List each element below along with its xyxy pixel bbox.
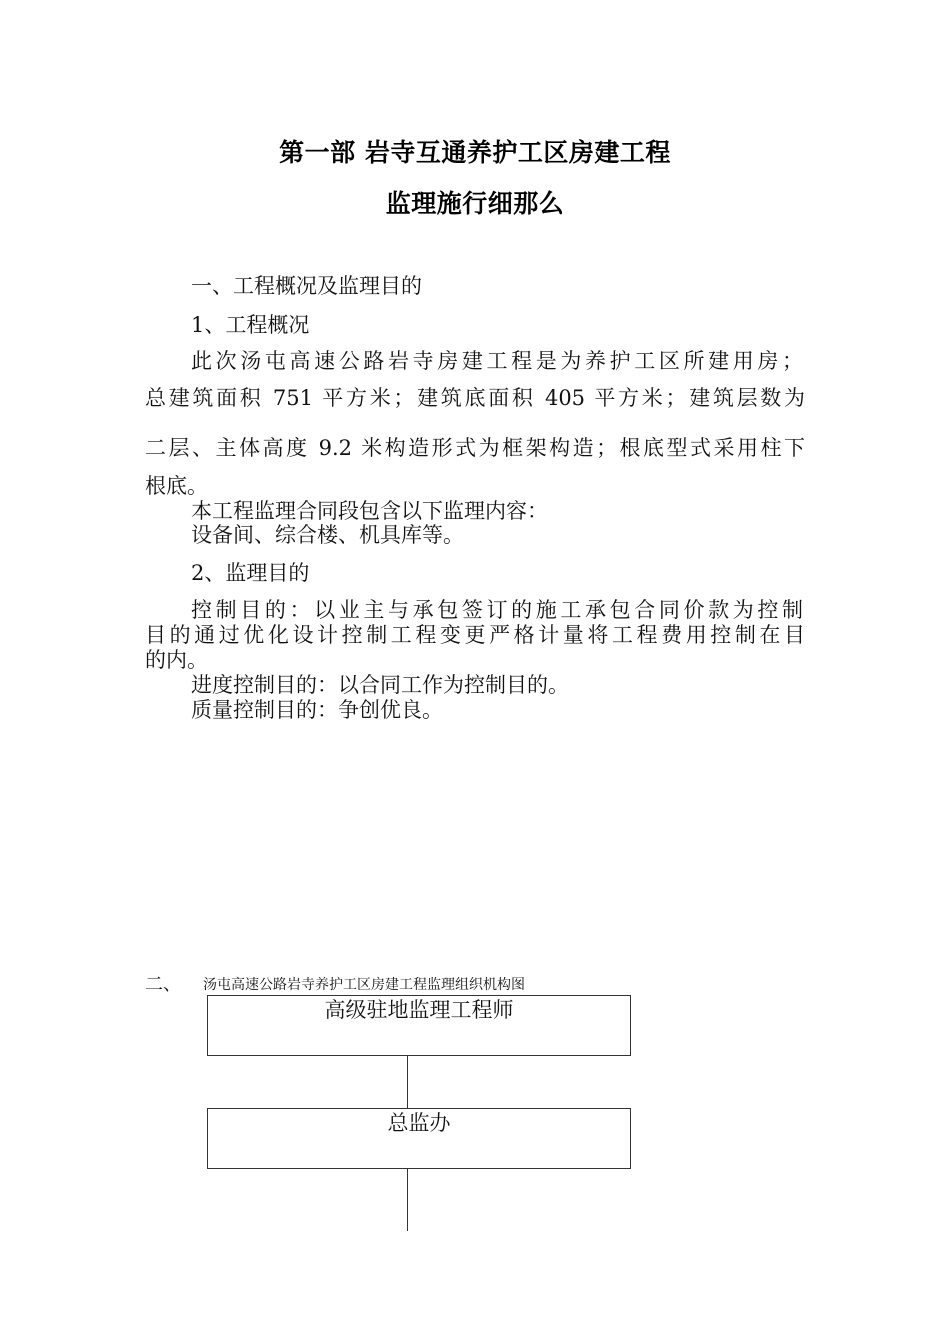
overview-paragraph-line-3: 二层、主体高度 9.2 米构造形式为框架构造；根底型式采用柱下 [145, 436, 805, 460]
cost-control-line-1: 控制目的：以业主与承包签订的施工承包合同价款为控制 [191, 598, 803, 622]
org-connector-line [407, 1056, 408, 1108]
cost-control-line-2: 目的通过优化设计控制工程变更严格计量将工程费用控制在目 [145, 623, 805, 647]
cost-control-line-3: 的内。 [145, 648, 208, 672]
org-box-chief-supervision-office [207, 1108, 631, 1169]
quality-control-paragraph: 质量控制目的：争创优良。 [191, 698, 443, 722]
org-chart-caption: 汤屯高速公路岩寺养护工区房建工程监理组织机构图 [203, 977, 525, 993]
section-2-number: 二、 [145, 974, 181, 995]
scope-paragraph-line-2: 设备间、综合楼、机具库等。 [191, 523, 464, 547]
overview-paragraph-line-2: 总建筑面积 751 平方米；建筑底面积 405 平方米；建筑层数为 [145, 386, 805, 410]
subsection-2-heading: 2、监理目的 [191, 561, 310, 585]
subsection-1-heading: 1、工程概况 [191, 313, 310, 337]
schedule-control-paragraph: 进度控制目的：以合同工作为控制目的。 [191, 673, 569, 697]
section-1-heading: 一、工程概况及监理目的 [191, 274, 422, 298]
scope-paragraph-line-1: 本工程监理合同段包含以下监理内容： [191, 499, 548, 523]
org-box-label: 高级驻地监理工程师 [324, 998, 514, 1022]
document-title-line-1: 第一部 岩寺互通养护工区房建工程 [279, 138, 671, 167]
overview-paragraph-line-4: 根底。 [145, 474, 208, 498]
org-connector-line [407, 1169, 408, 1231]
org-box-label: 总监办 [387, 1111, 451, 1135]
document-title-line-2: 监理施行细那么 [385, 189, 565, 218]
overview-paragraph-line-1: 此次汤屯高速公路岩寺房建工程是为养护工区所建用房； [191, 349, 803, 373]
org-box-senior-resident-engineer [207, 995, 631, 1056]
